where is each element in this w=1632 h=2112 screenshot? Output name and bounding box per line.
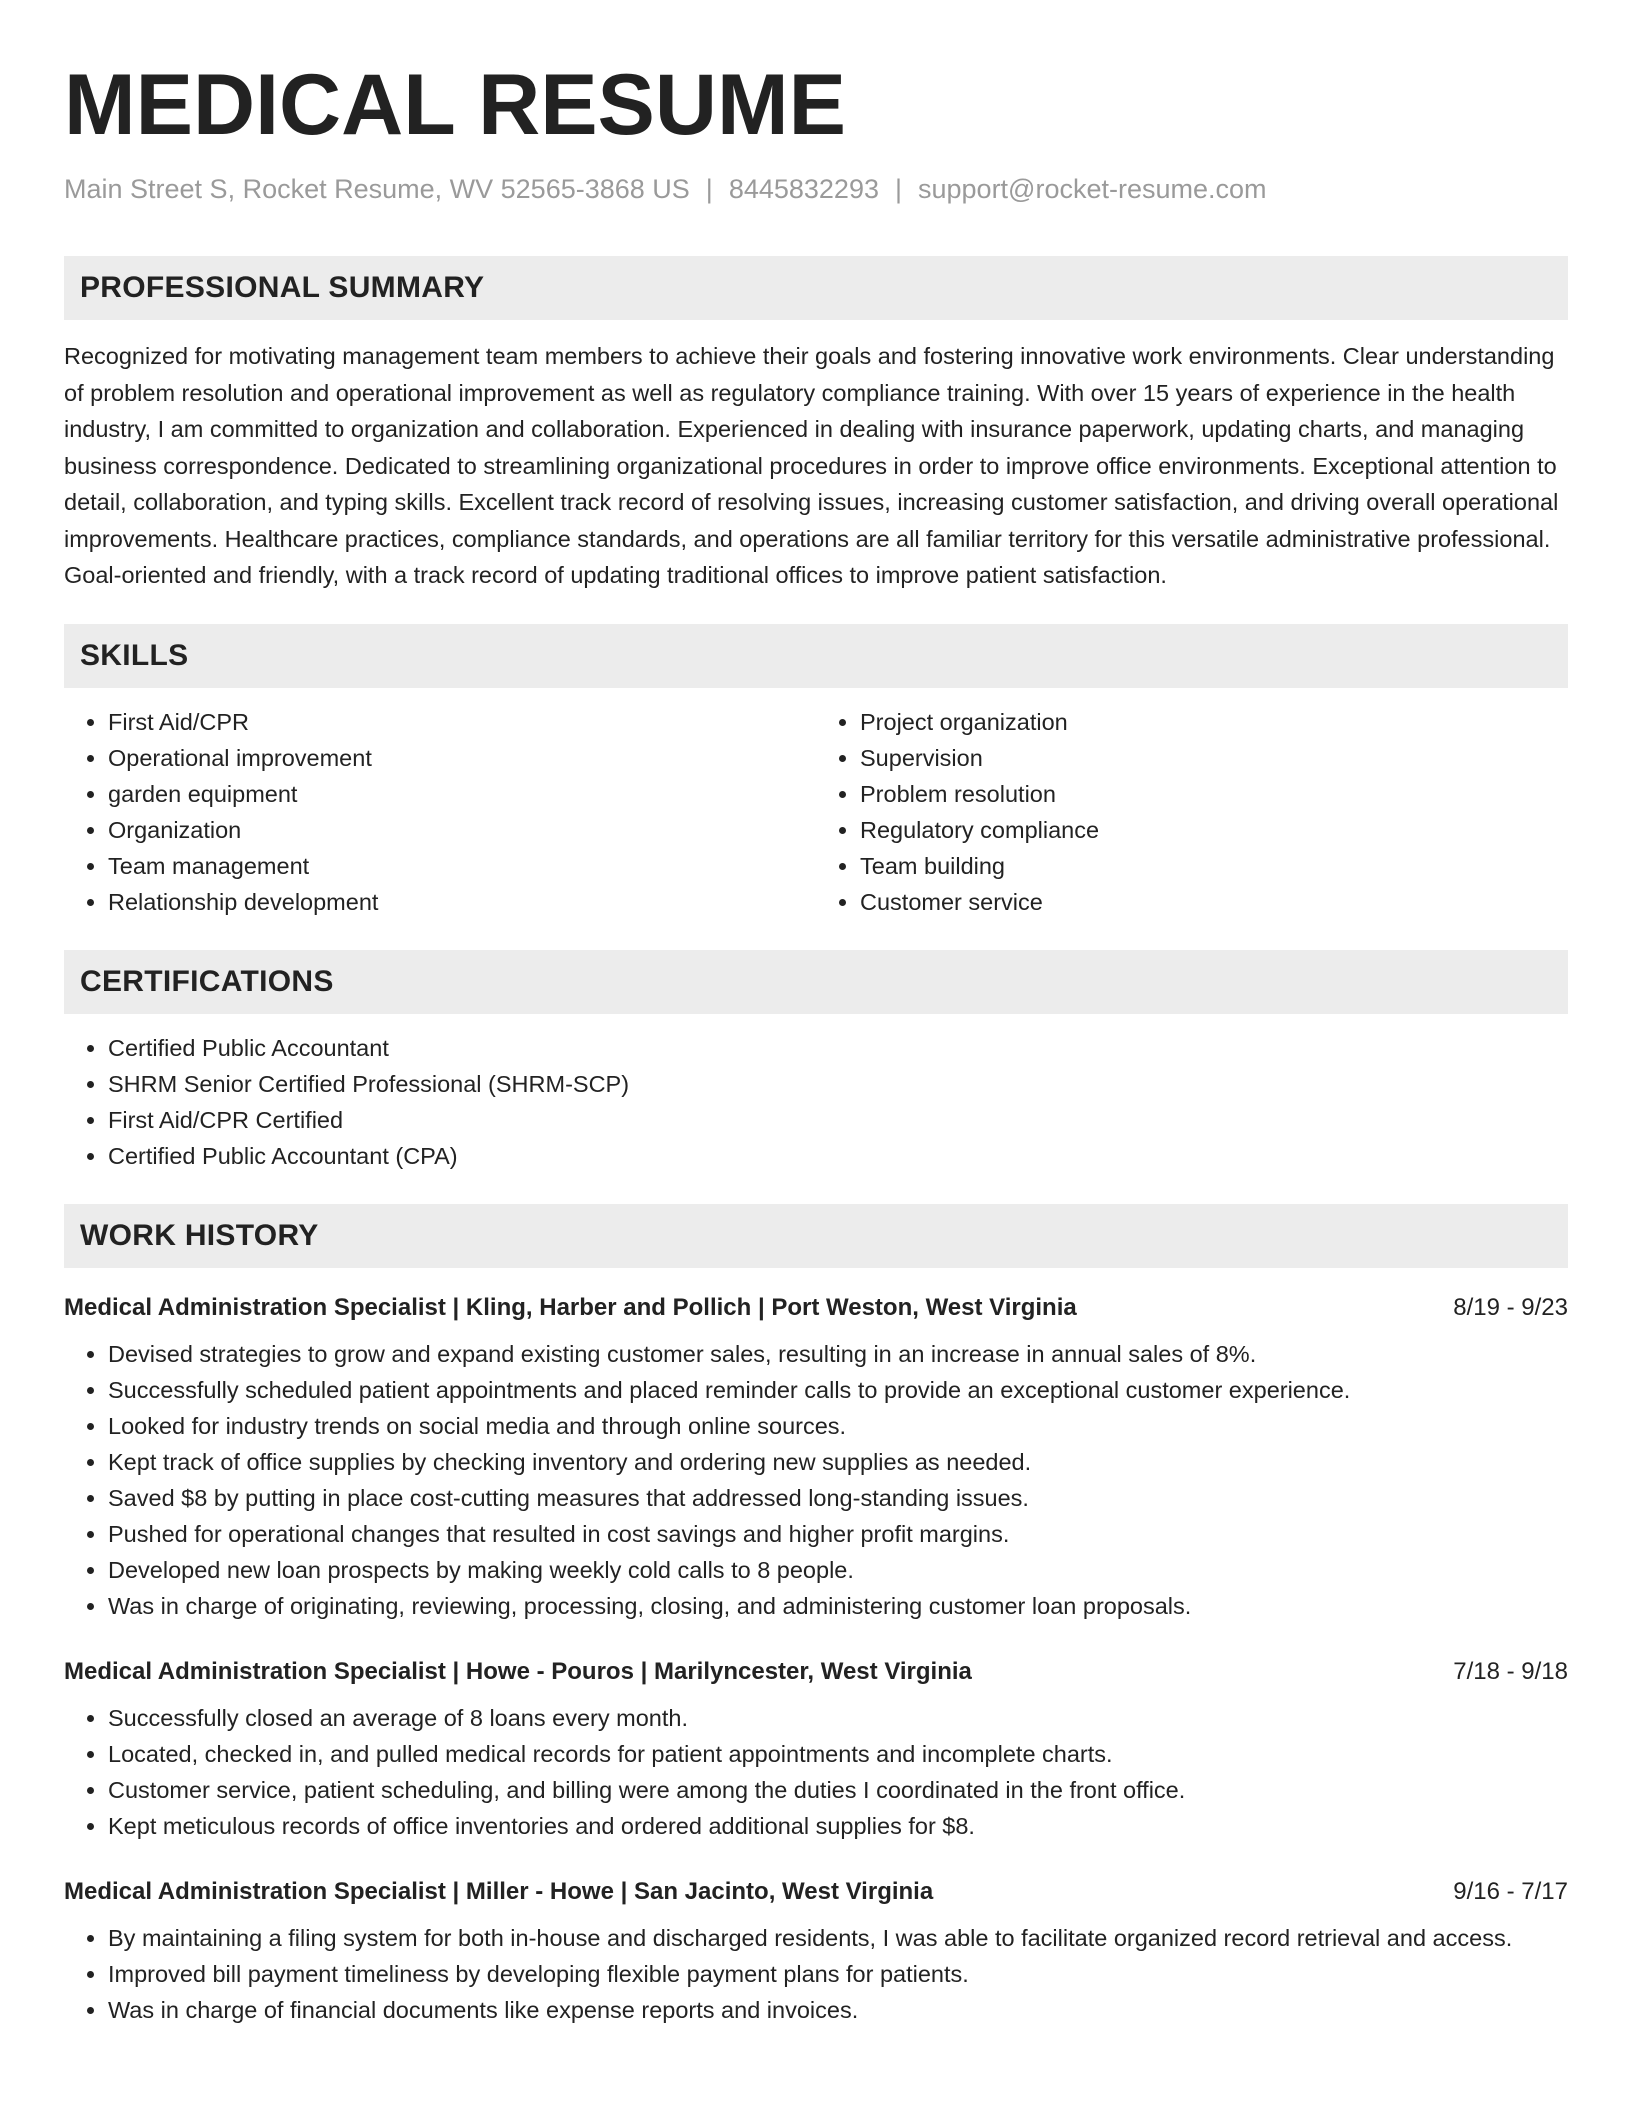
job-bullets — [64, 1700, 1568, 1844]
job-entry — [64, 1878, 1568, 2028]
job-dates: 9/16 - 7/17 — [1453, 1877, 1568, 1905]
certifications-heading: CERTIFICATIONS — [64, 950, 1568, 1014]
skill-item: • Operational improvement — [108, 740, 816, 776]
job-bullet: • Looked for industry trends on social media and through online sources. — [108, 1408, 1568, 1444]
certification-item: • Certified Public Accountant — [108, 1030, 1568, 1066]
job-bullet: • Kept track of office supplies by checking inventory and ordering new supplies as needed. — [108, 1444, 1568, 1480]
job-dates: 8/19 - 9/23 — [1453, 1293, 1568, 1321]
job-entry — [64, 1294, 1568, 1624]
skill-item: • Team management — [108, 848, 816, 884]
resume-title: MEDICAL RESUME — [64, 57, 847, 153]
skill-item: • Supervision — [860, 740, 1568, 776]
job-bullets — [64, 1920, 1568, 2028]
job-bullets — [64, 1336, 1568, 1624]
job-bullet: • Successfully closed an average of 8 loans every month. — [108, 1700, 1568, 1736]
skill-item: • Team building — [860, 848, 1568, 884]
contact-separator: | — [894, 174, 902, 204]
summary-text: Recognized for motivating management team members to achieve their goals and fostering innovative work environments. Clear understanding of problem resolution and operational improvement as well as regulatory compliance training. With over 15 years of experience in the health industry, I am committed to organization and collaboration. Experienced in dealing with insurance paperwork, updating charts, and managing business correspondence. Dedicated to streamlining organizational procedures in order to improve office environments. Exceptional attention to detail, collaboration, and typing skills. Excellent track record of resolving issues, increasing customer satisfaction, and driving overall operational improvements. Healthcare practices, compliance standards, and operations are all familiar territory for this versatile administrative professional. Goal-oriented and friendly, with a track record of updating traditional offices to improve patient satisfaction. — [64, 343, 1559, 588]
skills-heading: SKILLS — [64, 624, 1568, 688]
address: Main Street S, Rocket Resume, WV 52565-3868 US — [64, 174, 690, 204]
contact-line — [64, 172, 1568, 206]
job-heading: Medical Administration Specialist | Howe - Pouros | Marilyncester, West Virginia — [64, 1657, 972, 1685]
skill-item: • Customer service — [860, 884, 1568, 920]
skill-item: • First Aid/CPR — [108, 704, 816, 740]
contact-separator: | — [705, 174, 713, 204]
skill-item: • Project organization — [860, 704, 1568, 740]
job-bullet: • Was in charge of originating, reviewing, processing, closing, and administering customer loan proposals. — [108, 1588, 1568, 1624]
job-header — [64, 1294, 1568, 1322]
email: support@rocket-resume.com — [918, 174, 1267, 204]
skills-right-list — [816, 704, 1568, 920]
job-bullet: • Successfully scheduled patient appointments and placed reminder calls to provide an exceptional customer experience. — [108, 1372, 1568, 1408]
skills-columns — [64, 704, 1568, 920]
skill-item: • Organization — [108, 812, 816, 848]
job-bullet: • Customer service, patient scheduling, and billing were among the duties I coordinated in the front office. — [108, 1772, 1568, 1808]
job-entry — [64, 1658, 1568, 1844]
work-history-heading: WORK HISTORY — [64, 1204, 1568, 1268]
job-bullet: • Was in charge of financial documents like expense reports and invoices. — [108, 1992, 1568, 2028]
phone: 8445832293 — [728, 174, 879, 204]
summary-heading: PROFESSIONAL SUMMARY — [64, 256, 1568, 320]
job-header — [64, 1878, 1568, 1906]
job-bullet: • Saved $8 by putting in place cost-cutting measures that addressed long-standing issues. — [108, 1480, 1568, 1516]
certification-item: • SHRM Senior Certified Professional (SHRM-SCP) — [108, 1066, 1568, 1102]
job-bullet: • Improved bill payment timeliness by developing flexible payment plans for patients. — [108, 1956, 1568, 1992]
skill-item: • Regulatory compliance — [860, 812, 1568, 848]
job-header — [64, 1658, 1568, 1686]
job-dates: 7/18 - 9/18 — [1453, 1657, 1568, 1685]
job-heading: Medical Administration Specialist | Kling, Harber and Pollich | Port Weston, West Virginia — [64, 1293, 1077, 1321]
skill-item: • garden equipment — [108, 776, 816, 812]
skills-left-list — [64, 704, 816, 920]
job-bullet: • Located, checked in, and pulled medical records for patient appointments and incomplete charts. — [108, 1736, 1568, 1772]
certification-item: • Certified Public Accountant (CPA) — [108, 1138, 1568, 1174]
job-heading: Medical Administration Specialist | Miller - Howe | San Jacinto, West Virginia — [64, 1877, 934, 1905]
certifications-list — [64, 1030, 1568, 1174]
job-bullet: • Kept meticulous records of office inventories and ordered additional supplies for $8. — [108, 1808, 1568, 1844]
job-bullet: • Devised strategies to grow and expand existing customer sales, resulting in an increase in annual sales of 8%. — [108, 1336, 1568, 1372]
job-bullet: • By maintaining a filing system for both in-house and discharged residents, I was able to facilitate organized record retrieval and access. — [108, 1920, 1568, 1956]
skill-item: • Relationship development — [108, 884, 816, 920]
job-bullet: • Pushed for operational changes that resulted in cost savings and higher profit margins. — [108, 1516, 1568, 1552]
skill-item: • Problem resolution — [860, 776, 1568, 812]
job-bullet: • Developed new loan prospects by making weekly cold calls to 8 people. — [108, 1552, 1568, 1588]
certification-item: • First Aid/CPR Certified — [108, 1102, 1568, 1138]
